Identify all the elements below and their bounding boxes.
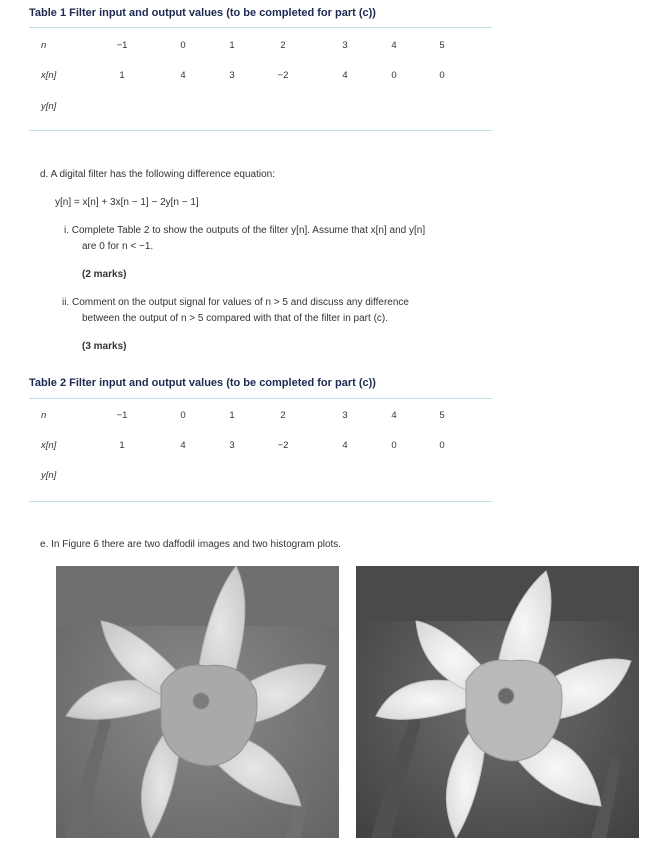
- difference-equation: y[n] = x[n] + 3x[n − 1] − 2y[n − 1]: [55, 197, 199, 208]
- table1-header-cell: 2: [280, 40, 286, 51]
- table1-header-label: n: [41, 40, 47, 51]
- table2-header-cell: 5: [439, 410, 445, 421]
- table2-caption: Table 2 Filter input and output values (to be completed for part (c)): [29, 377, 376, 389]
- table1-caption: Table 1 Filter input and output values (to be completed for part (c)): [29, 7, 376, 19]
- table1-x-cell: 3: [229, 70, 235, 81]
- item-i-line2: are 0 for n < −1.: [82, 241, 154, 252]
- daffodil-image-high-contrast: [356, 566, 639, 838]
- table2-bottom-rule: [29, 501, 492, 502]
- table2-top-rule: [29, 398, 492, 399]
- table2-x-label: [41, 440, 56, 451]
- table1-header-cell: −1: [116, 40, 128, 51]
- table2-header-label: n: [41, 410, 47, 421]
- table2-y-label-var: y: [41, 470, 46, 481]
- table1-top-rule: [29, 27, 492, 28]
- table1-header-cell: 0: [180, 40, 186, 51]
- table1-header-cell: 5: [439, 40, 445, 51]
- table1-x-cell: −2: [277, 70, 289, 81]
- table1: [29, 27, 492, 131]
- part-d-intro: d. A digital filter has the following difference equation:: [40, 169, 275, 180]
- table2: [29, 398, 492, 502]
- table1-x-label-var: x: [41, 70, 46, 81]
- table1-x-label: [41, 70, 56, 81]
- table1-x-cell: 0: [391, 70, 397, 81]
- table1-y-label-index: [n]: [45, 101, 57, 112]
- table2-header-cell: 1: [229, 410, 235, 421]
- table2-x-cell: 0: [439, 440, 445, 451]
- table2-x-cell: 1: [119, 440, 125, 451]
- table2-x-cell: 3: [229, 440, 235, 451]
- table1-bottom-rule: [29, 130, 492, 131]
- item-ii-line1: ii. Comment on the output signal for values of n > 5 and discuss any difference: [62, 297, 409, 308]
- table2-x-cell: 4: [180, 440, 186, 451]
- table2-x-label-var: x: [41, 440, 46, 451]
- part-e-intro: e. In Figure 6 there are two daffodil images and two histogram plots.: [40, 539, 342, 550]
- item-i-line1: i. Complete Table 2 to show the outputs of the filter y[n]. Assume that x[n] and y[n]: [64, 225, 426, 236]
- table2-header-cell: 2: [280, 410, 286, 421]
- table2-y-label-index: [n]: [45, 470, 57, 481]
- table1-x-cell: 1: [119, 70, 125, 81]
- item-ii-line2: between the output of n > 5 compared with that of the filter in part (c).: [82, 313, 389, 324]
- table2-header-cell: 4: [391, 410, 397, 421]
- table1-x-label-index: [n]: [45, 70, 57, 81]
- table2-x-label-index: [n]: [45, 440, 57, 451]
- table2-header-cell: −1: [116, 410, 128, 421]
- daffodil-image-low-contrast: [56, 566, 339, 838]
- table1-x-cell: 0: [439, 70, 445, 81]
- table1-y-label: [41, 101, 56, 112]
- table2-x-cell: 4: [342, 440, 348, 451]
- item-ii-marks: (3 marks): [82, 341, 127, 352]
- table1-x-cell: 4: [180, 70, 186, 81]
- table2-x-cell: 0: [391, 440, 397, 451]
- table1-header-cell: 1: [229, 40, 235, 51]
- table2-header-cell: 0: [180, 410, 186, 421]
- table2-y-label: [41, 470, 56, 481]
- table1-header-cell: 3: [342, 40, 348, 51]
- table1-header-cell: 4: [391, 40, 397, 51]
- table1-x-cell: 4: [342, 70, 348, 81]
- table2-x-cell: −2: [277, 440, 289, 451]
- table1-y-label-var: y: [41, 101, 46, 112]
- item-i-marks: (2 marks): [82, 269, 127, 280]
- table2-header-cell: 3: [342, 410, 348, 421]
